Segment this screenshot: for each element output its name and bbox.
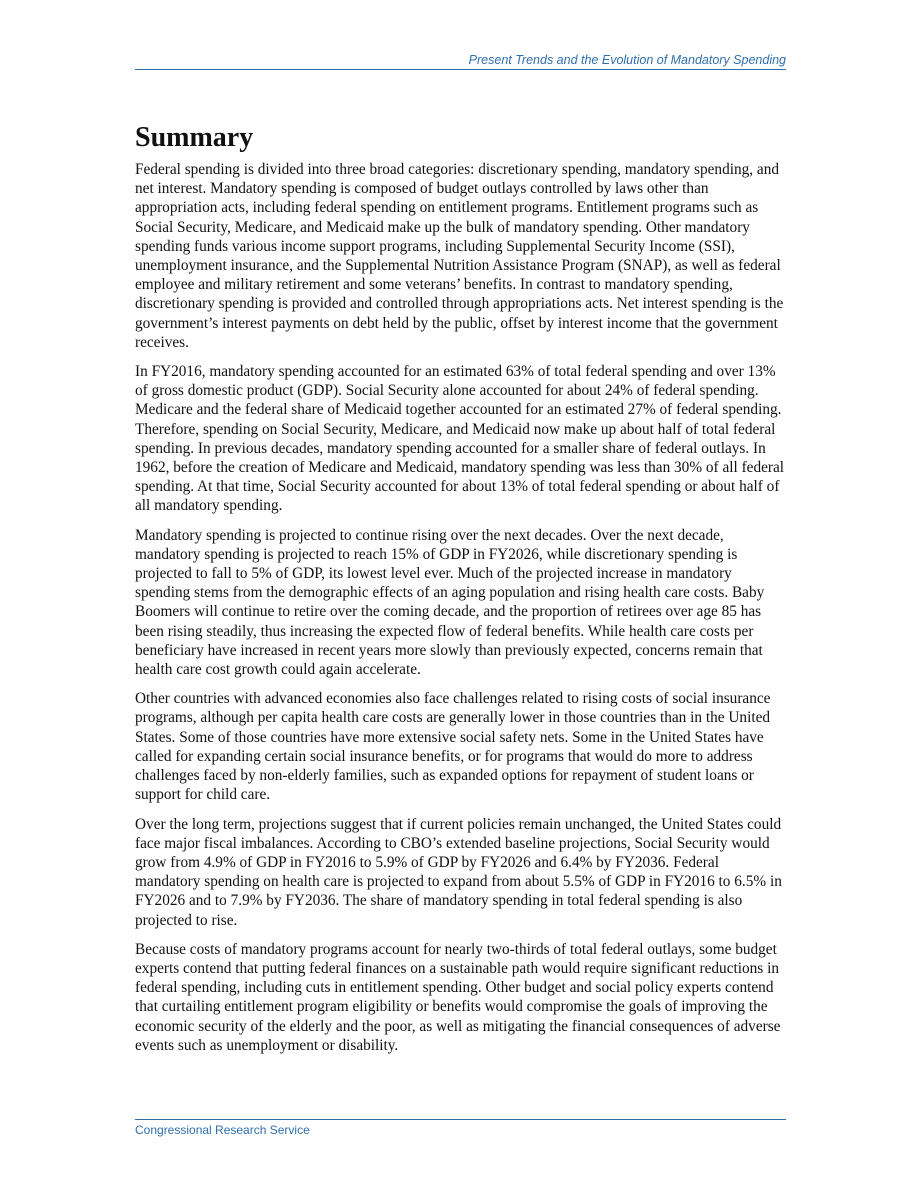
running-header-title: Present Trends and the Evolution of Mandatory Spending: [468, 53, 786, 67]
body-paragraph-4: Other countries with advanced economies also face challenges related to rising costs of social insurance programs, although per capita health care costs are generally lower in those countries than in the United States. Some of those countries have more extensive social safety nets. Some in the United States have called for expanding certain social insurance benefits, or for programs that would do more to address challenges faced by non-elderly families, such as expanded options for repayment of student loans or support for child care.: [135, 690, 771, 804]
body-paragraph-6: Because costs of mandatory programs account for nearly two-thirds of total federal outlays, some budget experts contend that putting federal finances on a sustainable path would require significant reductions in federal spending, including cuts in entitlement spending. Other budget and social policy experts contend that curtailing entitlement program eligibility or benefits would compromise the goals of improving the economic security of the elderly and the poor, as well as mitigating the financial consequences of adverse events such as unemployment or disability.: [135, 940, 781, 1054]
footer-organization: Congressional Research Service: [135, 1123, 310, 1137]
body-paragraph-5: Over the long term, projections suggest that if current policies remain unchanged, the United States could face major fiscal imbalances. According to CBO’s extended baseline projections, Social Security would grow from 4.9% of GDP in FY2016 to 5.9% of GDP by FY2026 and 6.4% by FY2036. Federal mandatory spending on health care is projected to expand from about 5.5% of GDP in FY2016 to 6.5% in FY2026 and to 7.9% by FY2036. The share of mandatory spending in total federal spending is also projected to rise.: [135, 815, 782, 929]
running-header: [135, 53, 786, 70]
summary-section: [135, 122, 786, 1065]
body-paragraph-1: Federal spending is divided into three broad categories: discretionary spending, mandatory spending, and net interest. Mandatory spending is composed of budget outlays controlled by laws other than appropriation acts, including federal spending on entitlement programs. Entitlement programs such as Social Security, Medicare, and Medicaid make up the bulk of mandatory spending. Other mandatory spending funds various income support programs, including Supplemental Security Income (SSI), unemployment insurance, and the Supplemental Nutrition Assistance Program (SNAP), as well as federal employee and military retirement and some veterans’ benefits. In contrast to mandatory spending, discretionary spending is provided and controlled through appropriations acts. Net interest spending is the government’s interest payments on debt held by the public, offset by interest income that the government receives.: [135, 161, 784, 351]
body-paragraph-2: In FY2016, mandatory spending accounted for an estimated 63% of total federal spending and over 13% of gross domestic product (GDP). Social Security alone accounted for about 24% of federal spending. Medicare and the federal share of Medicaid together accounted for an estimated 27% of federal spending. Therefore, spending on Social Security, Medicare, and Medicaid now make up about half of total federal spending. In previous decades, mandatory spending accounted for a smaller share of federal outlays. In 1962, before the creation of Medicare and Medicaid, mandatory spending was less than 30% of all federal spending. At that time, Social Security accounted for about 13% of total federal spending or about half of all mandatory spending.: [135, 363, 785, 515]
running-footer: [135, 1119, 786, 1137]
page-title: Summary: [135, 122, 254, 153]
body-paragraph-3: Mandatory spending is projected to continue rising over the next decades. Over the next decade, mandatory spending is projected to reach 15% of GDP in FY2026, while discretionary spending is projected to fall to 5% of GDP, its lowest level ever. Much of the projected increase in mandatory spending stems from the demographic effects of an aging population and rising health care costs. Baby Boomers will continue to retire over the coming decade, and the proportion of retirees over age 85 has been rising steadily, thus increasing the expected flow of federal benefits. While health care costs per beneficiary have increased in recent years more slowly than previously expected, concerns remain that health care cost growth could again accelerate.: [135, 526, 765, 679]
